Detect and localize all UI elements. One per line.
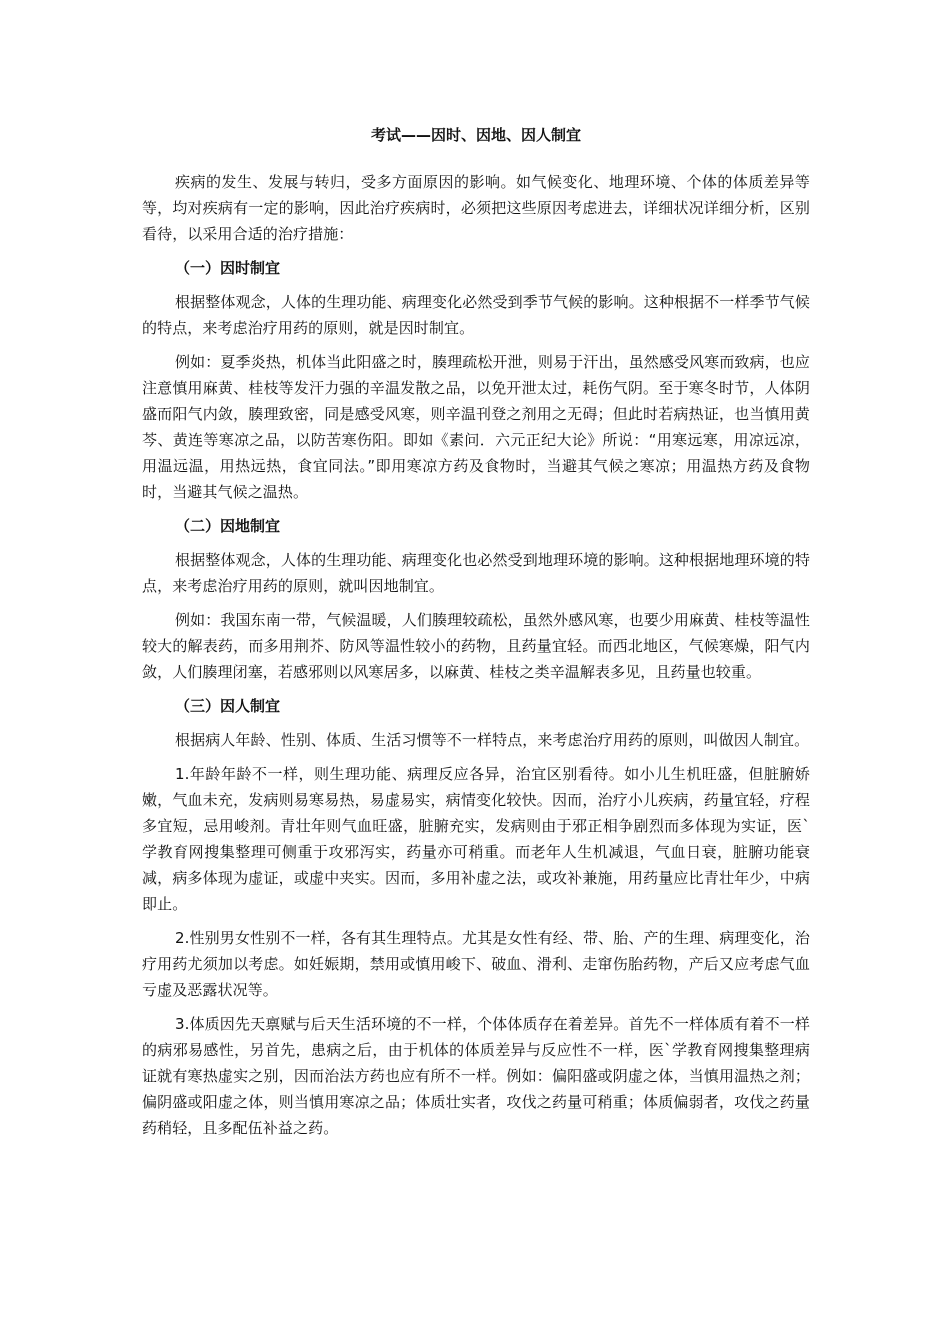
paragraph: 根据病人年龄、性别、体质、生活习惯等不一样特点，来考虑治疗用药的原则，叫做因人制宜。 [175,731,810,749]
document-title: 考试——因时、因地、因人制宜 [370,126,581,144]
paragraph: 根据整体观念，人体的生理功能、病理变化也必然受到地理环境的影响。这种根据地理环境的特点，来考虑治疗用药的原则，就叫因地制宜。 [142,551,810,595]
paragraph: 1.年龄年龄不一样，则生理功能、病理反应各异，治宜区别看待。如小儿生机旺盛，但脏腑娇嫩，气血未充，发病则易寒易热，易虚易实，病情变化较快。因而，治疗小儿疾病，药量宜轻，疗程多宜短，忌用峻剂。青壮年则气血旺盛，脏腑充实，发病则由于邪正相争剧烈而多体现为实证，医`学教育网搜集整理可侧重于攻邪泻实，药量亦可稍重。而老年人生机减退，气血日衰，脏腑功能衰减，病多体现为虚证，或虚中夹实。因而，多用补虚之法，或攻补兼施，用药量应比青壮年少，中病即止。 [142,765,810,913]
section-heading-person: （三）因人制宜 [175,697,281,715]
document-page [142,123,810,1149]
paragraph: 3.体质因先天禀赋与后天生活环境的不一样，个体体质存在着差异。首先不一样体质有着不一样的病邪易感性，另首先，患病之后，由于机体的体质差异与反应性不一样，医`学教育网搜集整理病证就有寒热虚实之别，因而治法方药也应有所不一样。例如：偏阳盛或阴虚之体，当慎用温热之剂；偏阴盛或阳虚之体，则当慎用寒凉之品；体质壮实者，攻伐之药量可稍重；体质偏弱者，攻伐之药量药稍轻，且多配伍补益之药。 [142,1015,810,1137]
section-heading-place: （二）因地制宜 [175,517,281,535]
paragraph: 例如：夏季炎热，机体当此阳盛之时，腠理疏松开泄，则易于汗出，虽然感受风寒而致病，也应注意慎用麻黄、桂枝等发汗力强的辛温发散之品，以免开泄太过，耗伤气阴。至于寒冬时节，人体阴盛而阳气内敛，腠理致密，同是感受风寒，则辛温刊登之剂用之无碍；但此时若病热证，也当慎用黄芩、黄连等寒凉之品，以防苦寒伤阳。即如《素问．六元正纪大论》所说：“用寒远寒，用凉远凉，用温远温，用热远热，食宜同法。”即用寒凉方药及食物时，当避其气候之寒凉；用温热方药及食物时，当避其气候之温热。 [142,353,810,501]
paragraph: 例如：我国东南一带，气候温暖，人们腠理较疏松，虽然外感风寒，也要少用麻黄、桂枝等温性较大的解表药，而多用荆芥、防风等温性较小的药物，且药量宜轻。而西北地区，气候寒燥，阳气内敛，人们腠理闭塞，若感邪则以风寒居多，以麻黄、桂枝之类辛温解表多见，且药量也较重。 [142,611,810,681]
paragraph: 根据整体观念，人体的生理功能、病理变化必然受到季节气候的影响。这种根据不一样季节气候的特点，来考虑治疗用药的原则，就是因时制宜。 [142,293,810,337]
section-heading-time: （一）因时制宜 [175,259,281,277]
paragraph: 2.性别男女性别不一样，各有其生理特点。尤其是女性有经、带、胎、产的生理、病理变化，治疗用药尤须加以考虑。如妊娠期，禁用或慎用峻下、破血、滑利、走窜伤胎药物，产后又应考虑气血亏虚及恶露状况等。 [142,929,810,999]
intro-paragraph: 疾病的发生、发展与转归，受多方面原因的影响。如气候变化、地理环境、个体的体质差异等等，均对疾病有一定的影响，因此治疗疾病时，必须把这些原因考虑进去，详细状况详细分析，区别看待，以采用合适的治疗措施： [142,173,810,243]
